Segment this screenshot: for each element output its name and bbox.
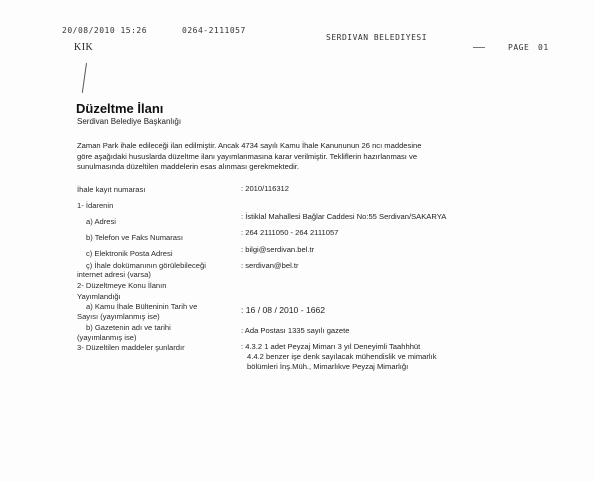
tel-label: b) Telefon ve Faks Numarası [86, 233, 183, 242]
maddeler-value-line: : 4.3.2 1 adet Peyzaj Mimarı 3 yıl Deneyimli Taahhhüt [241, 342, 421, 351]
fax-page-label: PAGE [508, 43, 530, 52]
internet-value: : serdivan@bel.tr [241, 261, 299, 270]
eposta-value: : bilgi@serdivan.bel.tr [241, 245, 315, 254]
header-mark [473, 47, 485, 48]
gazete-label-1: b) Gazetenin adı ve tarihi [86, 323, 171, 332]
internet-label-1: ç) İhale dokümanının görülebileceği [86, 261, 206, 270]
intro-line: sunulmasında düzeltilen maddelerin esas alınması gerekmektedir. [77, 162, 300, 171]
notice-intro [77, 141, 529, 173]
kayit-value: : 2010/116312 [241, 184, 289, 193]
intro-line: göre aşağıdaki hususlarda düzeltme ilanı yayımlanmasına karar verilmiştir. Tekliflerin hazırlanması ve [77, 151, 418, 161]
corner-mark: KIK [74, 42, 94, 53]
fax-phone: 0264-2111057 [182, 26, 246, 35]
maddeler-label: 3- Düzeltilen maddeler şunlardır [77, 343, 185, 352]
gazete-label-2: (yayımlanmış ise) [77, 333, 137, 342]
notice-title: Düzeltme İlanı [76, 101, 164, 116]
bulten-label-2: Sayısı (yayımlanmış ise) [77, 312, 160, 321]
duzeltme-label-1: 2- Düzeltmeye Konu İlanın [77, 281, 167, 290]
gazete-value: : Ada Postası 1335 sayılı gazete [241, 326, 350, 335]
tel-value: : 264 2111050 - 264 2111057 [241, 228, 339, 237]
notice-subtitle: Serdivan Belediye Başkanlığı [77, 117, 182, 126]
kayit-label: İhale kayıt numarası [77, 185, 146, 194]
maddeler-value-line: bölümleri İnş.Müh., Mimarlıkve Peyzaj Mimarlığı [247, 362, 409, 371]
bulten-value: : 16 / 08 / 2010 - 1662 [241, 305, 326, 315]
fax-sender: SERDIVAN BELEDIYESI [326, 33, 428, 42]
pen-stroke [82, 63, 87, 93]
duzeltme-label-2: Yayımlandığı [77, 292, 121, 301]
maddeler-value-line: 4.4.2 benzer işe denk sayılacak mühendislik ve mimarlık [247, 352, 437, 361]
adres-value: : İstiklal Mahallesi Bağlar Caddesi No:55 Serdivan/SAKARYA [241, 212, 447, 221]
fax-date-time: 20/08/2010 15:26 [62, 26, 148, 35]
internet-label-2: internet adresi (varsa) [77, 270, 151, 279]
intro-line: Zaman Park ihale edileceği ilan edilmiştir. Ancak 4734 sayılı Kamu İhale Kanununun 26 ncı maddesine [77, 141, 422, 150]
idare-label: 1- İdarenin [77, 201, 114, 210]
bulten-label-1: a) Kamu İhale Bülteninin Tarih ve [86, 302, 198, 311]
adres-label: a) Adresi [86, 217, 116, 226]
eposta-label: c) Elektronik Posta Adresi [86, 249, 173, 258]
fax-page-number: 01 [538, 43, 549, 52]
